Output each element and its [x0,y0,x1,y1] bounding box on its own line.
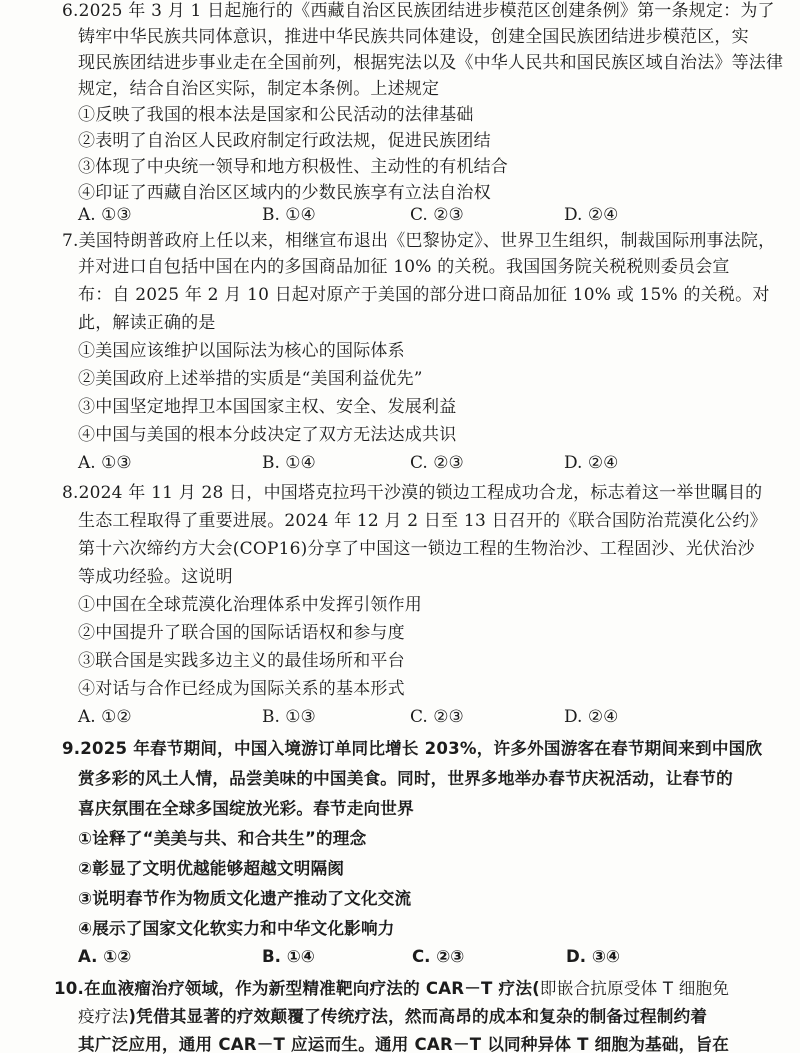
question-10-text: 10.在血液瘤治疗领域，作为新型精准靶向疗法的 CAR－T 疗法( [54,979,540,998]
question-6-statement: ④印证了西藏自治区区域内的少数民族享有立法自治权 [78,183,491,203]
question-6-statement: ①反映了我国的根本法是国家和公民活动的法律基础 [78,105,474,125]
question-6-option-a: A. ①③ [78,205,132,225]
question-6-stem-line: 铸牢中华民族共同体意识，推进中华民族共同体建设，创建全国民族团结进步模范区，实 [78,27,749,47]
question-9-option-b: B. ①④ [262,947,315,966]
question-6-option-c: C. ②③ [410,205,464,225]
question-8-statement: ①中国在全球荒漠化治理体系中发挥引领作用 [78,595,422,615]
question-7-option-d: D. ②④ [564,453,619,473]
question-8-option-b: B. ①③ [262,707,316,727]
question-8-statement: ②中国提升了联合国的国际话语权和参与度 [78,623,405,643]
question-7-statement: ④中国与美国的根本分歧决定了双方无法达成共识 [78,425,457,445]
question-6-stem-line: 现民族团结进步事业走在全国前列，根据宪法以及《中华人民共和国民族区域自治法》等法律 [78,53,784,73]
question-7-statement: ②美国政府上述举措的实质是“美国利益优先” [78,369,423,389]
question-6-statement: ③体现了中央统一领导和地方积极性、主动性的有机结合 [78,157,508,177]
question-8-stem-line: 等成功经验。这说明 [78,567,233,587]
question-10-stem-line [54,976,729,1002]
question-7-stem-line: 并对进口自包括中国在内的多国商品加征 10% 的关税。我国国务院关税税则委员会宣 [78,257,730,277]
question-9-stem-line: 赏多彩的风土人情，品尝美味的中国美食。同时，世界多地举办春节庆祝活动，让春节的 [78,769,733,788]
question-10-parenthetical: 即嵌合抗原受体 T 细胞免 [539,979,730,998]
question-7-statement: ③中国坚定地捍卫本国国家主权、安全、发展利益 [78,397,457,417]
question-9-statement: ①诠释了“美美与共、和合共生”的理念 [78,829,367,848]
question-10-parenthetical: 疫疗法 [78,1007,129,1026]
question-9-stem-line: 喜庆氛围在全球多国绽放光彩。春节走向世界 [78,799,414,818]
question-6-stem-line: 6.2025 年 3 月 1 日起施行的《西藏自治区民族团结进步模范区创建条例》第一条规定：为了 [62,1,775,21]
question-8-stem-line: 8.2024 年 11 月 28 日，中国塔克拉玛干沙漠的锁边工程成功合龙，标志着这一举世瞩目的 [62,483,763,503]
question-9-statement: ③说明春节作为物质文化遗产推动了文化交流 [78,889,412,908]
question-9-statement: ②彰显了文明优越能够超越文明隔阂 [78,859,345,878]
question-6-stem-line: 规定，结合自治区实际，制定本条例。上述规定 [78,79,440,99]
question-7-stem-line: 此，解读正确的是 [78,313,216,333]
question-6-option-d: D. ②④ [564,205,619,225]
question-7-option-c: C. ②③ [410,453,464,473]
question-7-option-b: B. ①④ [262,453,316,473]
question-6-statement: ②表明了自治区人民政府制定行政法规，促进民族团结 [78,131,491,151]
question-7-stem-line: 7.美国特朗普政府上任以来，相继宣布退出《巴黎协定》、世界卫生组织，制裁国际刑事法院， [62,231,776,251]
question-10-stem-line [78,1004,707,1030]
question-8-statement: ④对话与合作已经成为国际关系的基本形式 [78,679,405,699]
question-7-option-a: A. ①③ [78,453,132,473]
question-8-statement: ③联合国是实践多边主义的最佳场所和平台 [78,651,405,671]
question-8-option-d: D. ②④ [564,707,619,727]
question-8-stem-line: 生态工程取得了重要进展。2024 年 12 月 2 日至 13 日召开的《联合国防治荒漠化公约》 [78,511,767,531]
question-9-option-c: C. ②③ [412,947,465,966]
question-8-option-c: C. ②③ [410,707,464,727]
question-8-option-a: A. ①② [78,707,132,727]
question-9-option-d: D. ③④ [566,947,620,966]
question-9-option-a: A. ①② [78,947,132,966]
question-9-stem-line: 9.2025 年春节期间，中国入境游订单同比增长 203%，许多外国游客在春节期间来到中国欣 [62,739,763,758]
question-10-stem-line: 其广泛应用，通用 CAR－T 应运而生。通用 CAR－T 以同种异体 T 细胞为基础，旨在 [78,1035,730,1054]
question-8-stem-line: 第十六次缔约方大会(COP16)分享了中国这一锁边工程的生物治沙、工程固沙、光伏治沙 [78,539,755,559]
question-6-option-b: B. ①④ [262,205,316,225]
question-7-statement: ①美国应该维护以国际法为核心的国际体系 [78,341,405,361]
question-7-stem-line: 布：自 2025 年 2 月 10 日起对原产于美国的部分进口商品加征 10% 或 15% 的关税。对 [78,285,770,305]
question-9-statement: ④展示了国家文化软实力和中华文化影响力 [78,919,395,938]
question-10-text: )凭借其显著的疗效颠覆了传统疗法，然而高昂的成本和复杂的制备过程制约着 [128,1007,708,1026]
